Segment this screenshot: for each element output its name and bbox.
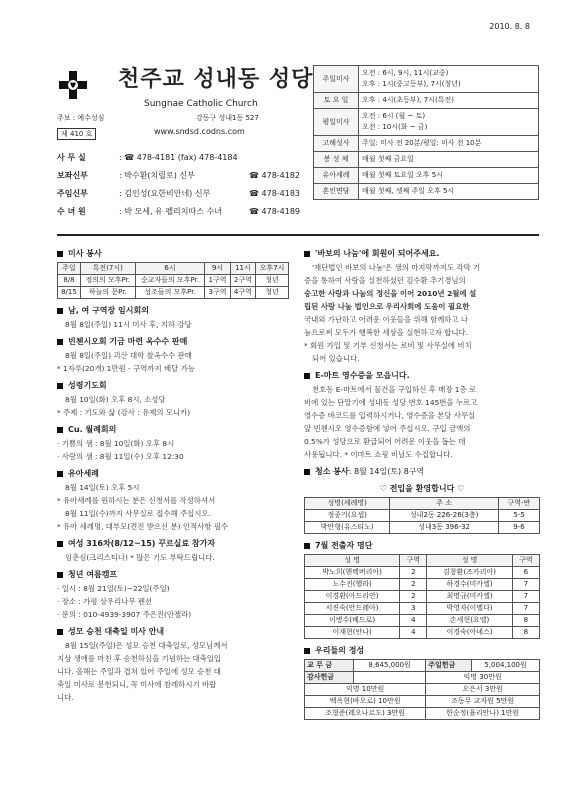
table-cell: 박만형(유스티노): [305, 522, 390, 534]
table-header-row: [58, 263, 289, 275]
section-line: * 유아세례를 원하시는 분은 신청서를 작성하셔서: [57, 496, 216, 505]
section-title: 남, 여 구역장 임시회의: [68, 306, 149, 315]
table-header: 구역: [512, 555, 539, 567]
table-cell: 8: [512, 627, 539, 639]
table-header: 구역: [400, 555, 427, 567]
table-cell: 8: [512, 615, 539, 627]
table-header: 주 소: [390, 498, 499, 510]
table-cell: 김창환(즈카리아): [427, 567, 512, 579]
schedule-value: 주일: 미사 전 20분/평일: 미사 전 10분: [359, 136, 539, 152]
table-header: 성 명: [427, 555, 512, 567]
section-line: 8월 10일(화) 오후 8시, 소성당: [65, 395, 166, 404]
section-title: 성모 승천 대축일 미사 안내: [68, 627, 165, 636]
table-header: 구역-반: [498, 498, 539, 510]
section-heading: [57, 468, 289, 479]
section-heading: [57, 424, 289, 435]
mass-schedule-table: [313, 65, 539, 200]
contact-label: 주임신부: [57, 188, 88, 198]
contact-assistant-priest: [57, 166, 309, 184]
table-cell: 박노희(헨렉버리아): [305, 567, 400, 579]
welcome-heading: ♡ 전입을 환영합니다 ♡: [379, 484, 465, 493]
table-row: [305, 567, 540, 579]
table-header: 주일: [58, 263, 81, 275]
section-line: 8월 11일(수)까지 사무실로 접수해 주십시오.: [65, 509, 211, 518]
contact-value: : ☎ 478-4181 (fax) 478-4184: [119, 152, 238, 162]
schedule-row: [314, 93, 539, 109]
table-header-row: [305, 555, 540, 567]
section-line: · 일시 : 8월 21일(토)~22일(주일): [57, 584, 170, 593]
section-heading: [57, 569, 289, 580]
table-header: 성 명: [305, 555, 400, 567]
table-cell: 손세현(요엘): [427, 615, 512, 627]
contact-value: : 김인성(요한비안네) 신부: [119, 188, 211, 198]
schedule-row: [314, 136, 539, 152]
table-cell: 익명 10만원: [305, 684, 426, 696]
section-line: 숭고한 사랑과 나눔의 정신을 이어 2010년 2월에 설: [304, 289, 477, 298]
section-title: Cu. 월례회의: [68, 425, 117, 434]
church-title: 천주교 성내동 성당: [118, 66, 314, 92]
table-cell: 2구역: [230, 275, 255, 287]
section-line: · 기쁨의 샘 : 8월 10일(화) 오후 8시: [57, 439, 175, 448]
welcome-table: [304, 497, 540, 534]
issue-number: 제 410 호: [57, 128, 96, 140]
table-cell: 주일헌금: [426, 660, 472, 672]
table-cell: 조형준(레오나르도) 3만원: [305, 708, 426, 720]
section-heading: [57, 248, 289, 259]
table-cell: 2: [400, 591, 427, 603]
section-line: 립된 사랑 나눔 법인으로 우리사회에 도움이 필요한: [304, 302, 470, 311]
table-cell: 한순정(율리안나) 1만원: [426, 708, 540, 720]
section-heading: [304, 466, 540, 477]
bullet-square-icon: [57, 339, 63, 345]
contact-label: 수 녀 원: [57, 206, 86, 216]
section-line: 니다.: [57, 693, 74, 702]
table-cell: [353, 672, 425, 684]
table-cell: 하경수(미카엘): [427, 579, 512, 591]
bullet-square-icon: [57, 471, 63, 477]
section-title: 우리들의 정성: [315, 646, 365, 655]
section-title: 유아세례: [68, 469, 99, 478]
table-cell: 7: [512, 603, 539, 615]
table-cell: 8,645,000원: [353, 660, 425, 672]
bullet-square-icon: [304, 543, 310, 549]
offering-table: [304, 659, 540, 720]
bullet-square-icon: [304, 648, 310, 654]
schedule-row: [314, 109, 539, 136]
table-cell: 성조들의 모후Pr.: [135, 287, 205, 299]
contact-value: : 박수환(치릴로) 신부: [119, 170, 195, 180]
section-line: · 문의 : 010-4939-3907 주은진(안젤라): [57, 610, 192, 619]
table-cell: 5-5: [498, 510, 539, 522]
table-cell: 2: [400, 567, 427, 579]
contact-pastor: [57, 184, 309, 202]
contact-list: [57, 148, 309, 220]
schedule-row: [314, 168, 539, 184]
table-row: [305, 522, 540, 534]
contact-value: : 박 모세, 유 펠리치따스 수녀: [119, 206, 222, 216]
table-row: [58, 287, 289, 299]
section-title: 여성 316차(8/12~15) 꾸르실료 참가자: [68, 539, 216, 548]
section-title: 7월 전출자 명단: [315, 541, 373, 550]
header-divider: [57, 234, 539, 236]
section-line: · 사랑의 샘 : 8월 11일(수) 오후 12:30: [57, 452, 184, 461]
section-line: 영수증 바코드를 입력하시거나, 영수증을 본당 사무실: [304, 411, 476, 420]
section-line: 니다. 올해는 주일과 겹쳐 있어 주일에 성모 승천 대: [57, 667, 221, 676]
section-line: 8월 8일(주일) 11시 미사 후, 지하 강당: [65, 320, 192, 329]
section-heading: [57, 380, 289, 391]
section-title: '바보의 나눔'에 회원이 되어주세요.: [315, 249, 440, 258]
bullet-square-icon: [57, 541, 63, 547]
table-row: [58, 275, 289, 287]
section-line: 지상 생애를 마친 후 승천하심을 기념하는 대축일입: [57, 654, 222, 663]
table-cell: 이재현(안나): [305, 627, 400, 639]
church-cross-logo-icon: [58, 70, 88, 100]
table-cell: 최명규(미카엘): [427, 591, 512, 603]
section-heading: [304, 370, 540, 381]
table-header: 9시: [205, 263, 230, 275]
table-cell: 4: [400, 627, 427, 639]
section-heading: [57, 305, 289, 316]
table-row: [305, 708, 540, 720]
section-heading: [57, 626, 289, 637]
section-line: 눔으로써 모두가 행복한 세상을 실현하고자 합니다.: [304, 328, 469, 337]
website-link[interactable]: www.sndsd.codns.com: [154, 127, 245, 136]
section-line: 8월 8일(주일) 괴산 대학 찰옥수수 판매: [65, 351, 192, 360]
schedule-key: 고해성사: [314, 136, 359, 152]
table-cell: 청년: [256, 275, 289, 287]
table-cell: 정의의 모후Pr.: [80, 275, 135, 287]
table-cell: 조동무 교자원 5만원: [426, 696, 540, 708]
contact-label: 사 무 실: [57, 152, 86, 162]
contact-office: [57, 148, 309, 166]
section-line: * 주제 : 기도와 삶 (강사 : 유제의 모니카): [57, 408, 191, 417]
section-line: 되어 있습니다.: [312, 354, 360, 363]
section-line: * 유아 세례명, 대부모(견진 받으신 분) 인적사항 필수: [57, 522, 229, 531]
table-cell: 3구역: [205, 287, 230, 299]
schedule-key: 평일미사: [314, 109, 359, 136]
schedule-key: 주일미사: [314, 66, 359, 93]
table-cell: 이경숙(아녜스): [427, 627, 512, 639]
section-title: 성령기도회: [68, 381, 107, 390]
schedule-value: 매월 첫째 토요일 오후 5시: [359, 168, 539, 184]
patron-label: 주보 : 예수성심: [57, 114, 105, 122]
contact-label: 보좌신부: [57, 170, 88, 180]
schedule-row: [314, 66, 539, 93]
table-cell: 2: [400, 579, 427, 591]
table-cell: 5,004,100원: [472, 660, 540, 672]
table-cell: 이병수(베드로): [305, 615, 400, 627]
table-row: [305, 510, 540, 522]
section-heading: [57, 336, 289, 347]
table-cell: 감사헌금: [305, 672, 354, 684]
section-line: '재단법인 바보의 나눔'은 생의 마지막까지도 각막 기: [312, 263, 481, 272]
section-line: 국내외 가난하고 어려운 이웃들을 위해 함께하고 나: [304, 315, 469, 324]
table-cell: 정종기(요셉): [305, 510, 390, 522]
table-cell: 6: [512, 567, 539, 579]
table-cell: 서진숙(안드레아): [305, 603, 400, 615]
section-inline-text: : 8월 14일(토) 8구역: [348, 467, 425, 476]
table-cell: 익명 30만원: [426, 672, 540, 684]
table-cell: 박영자(이멜다): [427, 603, 512, 615]
issue-date: 2010. 8. 8: [489, 22, 530, 31]
mass-service-table: [57, 262, 289, 299]
section-line: 비에 있는 단말기에 성내동 성당 번호 145번을 누르고: [304, 398, 478, 407]
table-cell: 오은서 3만원: [426, 684, 540, 696]
table-row: [305, 627, 540, 639]
section-title: E-마트 영수증을 모읍니다.: [315, 371, 410, 380]
section-line: 축일 미사로 봉헌되니, 꼭 미사에 참례하시기 바랍: [57, 680, 217, 689]
table-row: [305, 672, 540, 684]
table-cell: 백옥현(바오로) 10만원: [305, 696, 426, 708]
bullet-square-icon: [57, 308, 63, 314]
bullet-square-icon: [304, 469, 310, 475]
bullet-square-icon: [304, 373, 310, 379]
bullet-square-icon: [304, 251, 310, 257]
table-cell: 7: [512, 591, 539, 603]
section-line: 8월 14일(토) 오후 5시: [65, 483, 140, 492]
table-header: 오후7시: [256, 263, 289, 275]
section-heading: [57, 538, 289, 549]
table-cell: 순교자들의 모후Pr.: [135, 275, 205, 287]
table-header: 성명(세례명): [305, 498, 390, 510]
table-cell: 1구역: [205, 275, 230, 287]
table-row: [305, 591, 540, 603]
contact-phone: ☎ 478-4182: [249, 170, 301, 180]
church-subtitle: Sungnae Catholic Church: [144, 99, 258, 109]
table-header: 11시: [230, 263, 255, 275]
table-cell: 8/15: [58, 287, 81, 299]
bullet-square-icon: [57, 251, 63, 257]
schedule-value: 매월 첫째, 셋째 주일 오후 5시: [359, 184, 539, 200]
schedule-value: 오전 : 6시 (월 ~ 토) 오전 : 10시(화 ~ 금): [359, 109, 539, 136]
table-header: 6시: [135, 263, 205, 275]
schedule-key: 혼인면담: [314, 184, 359, 200]
contact-phone: ☎ 478-4183: [249, 188, 301, 198]
left-column: [57, 242, 289, 705]
bullet-square-icon: [57, 572, 63, 578]
table-row: [305, 615, 540, 627]
church-address: 강동구 성내1동 527: [196, 114, 259, 122]
schedule-value: 매월 첫째 금요일: [359, 152, 539, 168]
table-header: 특전(7시): [80, 263, 135, 275]
table-cell: 4: [400, 615, 427, 627]
section-line: 0.5%가 성당으로 환급되어 어려운 이웃을 돕는 데: [304, 437, 466, 446]
schedule-key: 봉 성 체: [314, 152, 359, 168]
bullet-square-icon: [57, 427, 63, 433]
table-row: [305, 684, 540, 696]
table-row: [305, 579, 540, 591]
section-line: 임춘심(크리스티나) * 많은 기도 부탁드립니다.: [65, 553, 215, 562]
table-row: [305, 660, 540, 672]
section-line: 사용됩니다. * 이마트 쇼핑 비닐도 수집합니다.: [304, 450, 453, 459]
section-title: 빈첸시오회 기금 마련 옥수수 판매: [68, 337, 188, 346]
section-line: * 회원 가입 및 기부 신청서는 로비 및 사무실에 비치: [304, 341, 472, 350]
table-cell: 교 무 금: [305, 660, 354, 672]
section-line: 천호동 E-마트에서 물건을 구입하신 후 매장 1층 로: [312, 385, 477, 394]
table-cell: 성내3동 396-32: [390, 522, 499, 534]
section-heading: [304, 248, 540, 259]
table-cell: 하늘의 문Pr.: [80, 287, 135, 299]
section-heading: [304, 540, 540, 551]
schedule-row: [314, 152, 539, 168]
table-row: [305, 603, 540, 615]
schedule-value: 오후 : 4시(초등부), 7시(특전): [359, 93, 539, 109]
schedule-key: 토 요 일: [314, 93, 359, 109]
table-cell: 3: [400, 603, 427, 615]
bullet-square-icon: [57, 629, 63, 635]
section-title: 미사 봉사: [68, 249, 102, 258]
section-heading: [304, 645, 540, 656]
table-cell: 8/8: [58, 275, 81, 287]
table-cell: 9-6: [498, 522, 539, 534]
schedule-row: [314, 184, 539, 200]
section-line: 증을 통하여 사랑을 실천하셨던 김수환 추기경님의: [304, 276, 466, 285]
table-header-row: [305, 498, 540, 510]
table-cell: 청년: [256, 287, 289, 299]
section-line: 앞 빈첸시오 영수증함에 넣어 주십시오. 구입 금액의: [304, 424, 471, 433]
table-cell: 이경환(아드리안): [305, 591, 400, 603]
section-line: 8월 15일(주일)은 성모 승천 대축일로, 성모님께서: [65, 641, 228, 650]
transfer-out-table: [304, 554, 540, 639]
table-cell: 4구역: [230, 287, 255, 299]
section-title: 청년 여름캠프: [68, 570, 118, 579]
schedule-key: 유아세례: [314, 168, 359, 184]
table-row: [305, 696, 540, 708]
section-title: 청소 봉사: [315, 467, 349, 476]
contact-convent: [57, 202, 309, 220]
table-cell: 7: [512, 579, 539, 591]
table-cell: 성내2동 226-26(3층): [390, 510, 499, 522]
bullet-square-icon: [57, 383, 63, 389]
section-line: · 장소 : 가평 상우리나무 펜션: [57, 597, 153, 606]
table-cell: 노수진(헬라): [305, 579, 400, 591]
schedule-value: 오전 : 6시, 9시, 11시(교중) 오후 : 1시(중고등부), 7시(청년): [359, 66, 539, 93]
contact-phone: ☎ 478-4189: [249, 206, 301, 216]
right-column: [304, 242, 540, 724]
section-line: * 1자루(20개) 1만원 - 구역까지 배달 가능: [57, 364, 195, 373]
